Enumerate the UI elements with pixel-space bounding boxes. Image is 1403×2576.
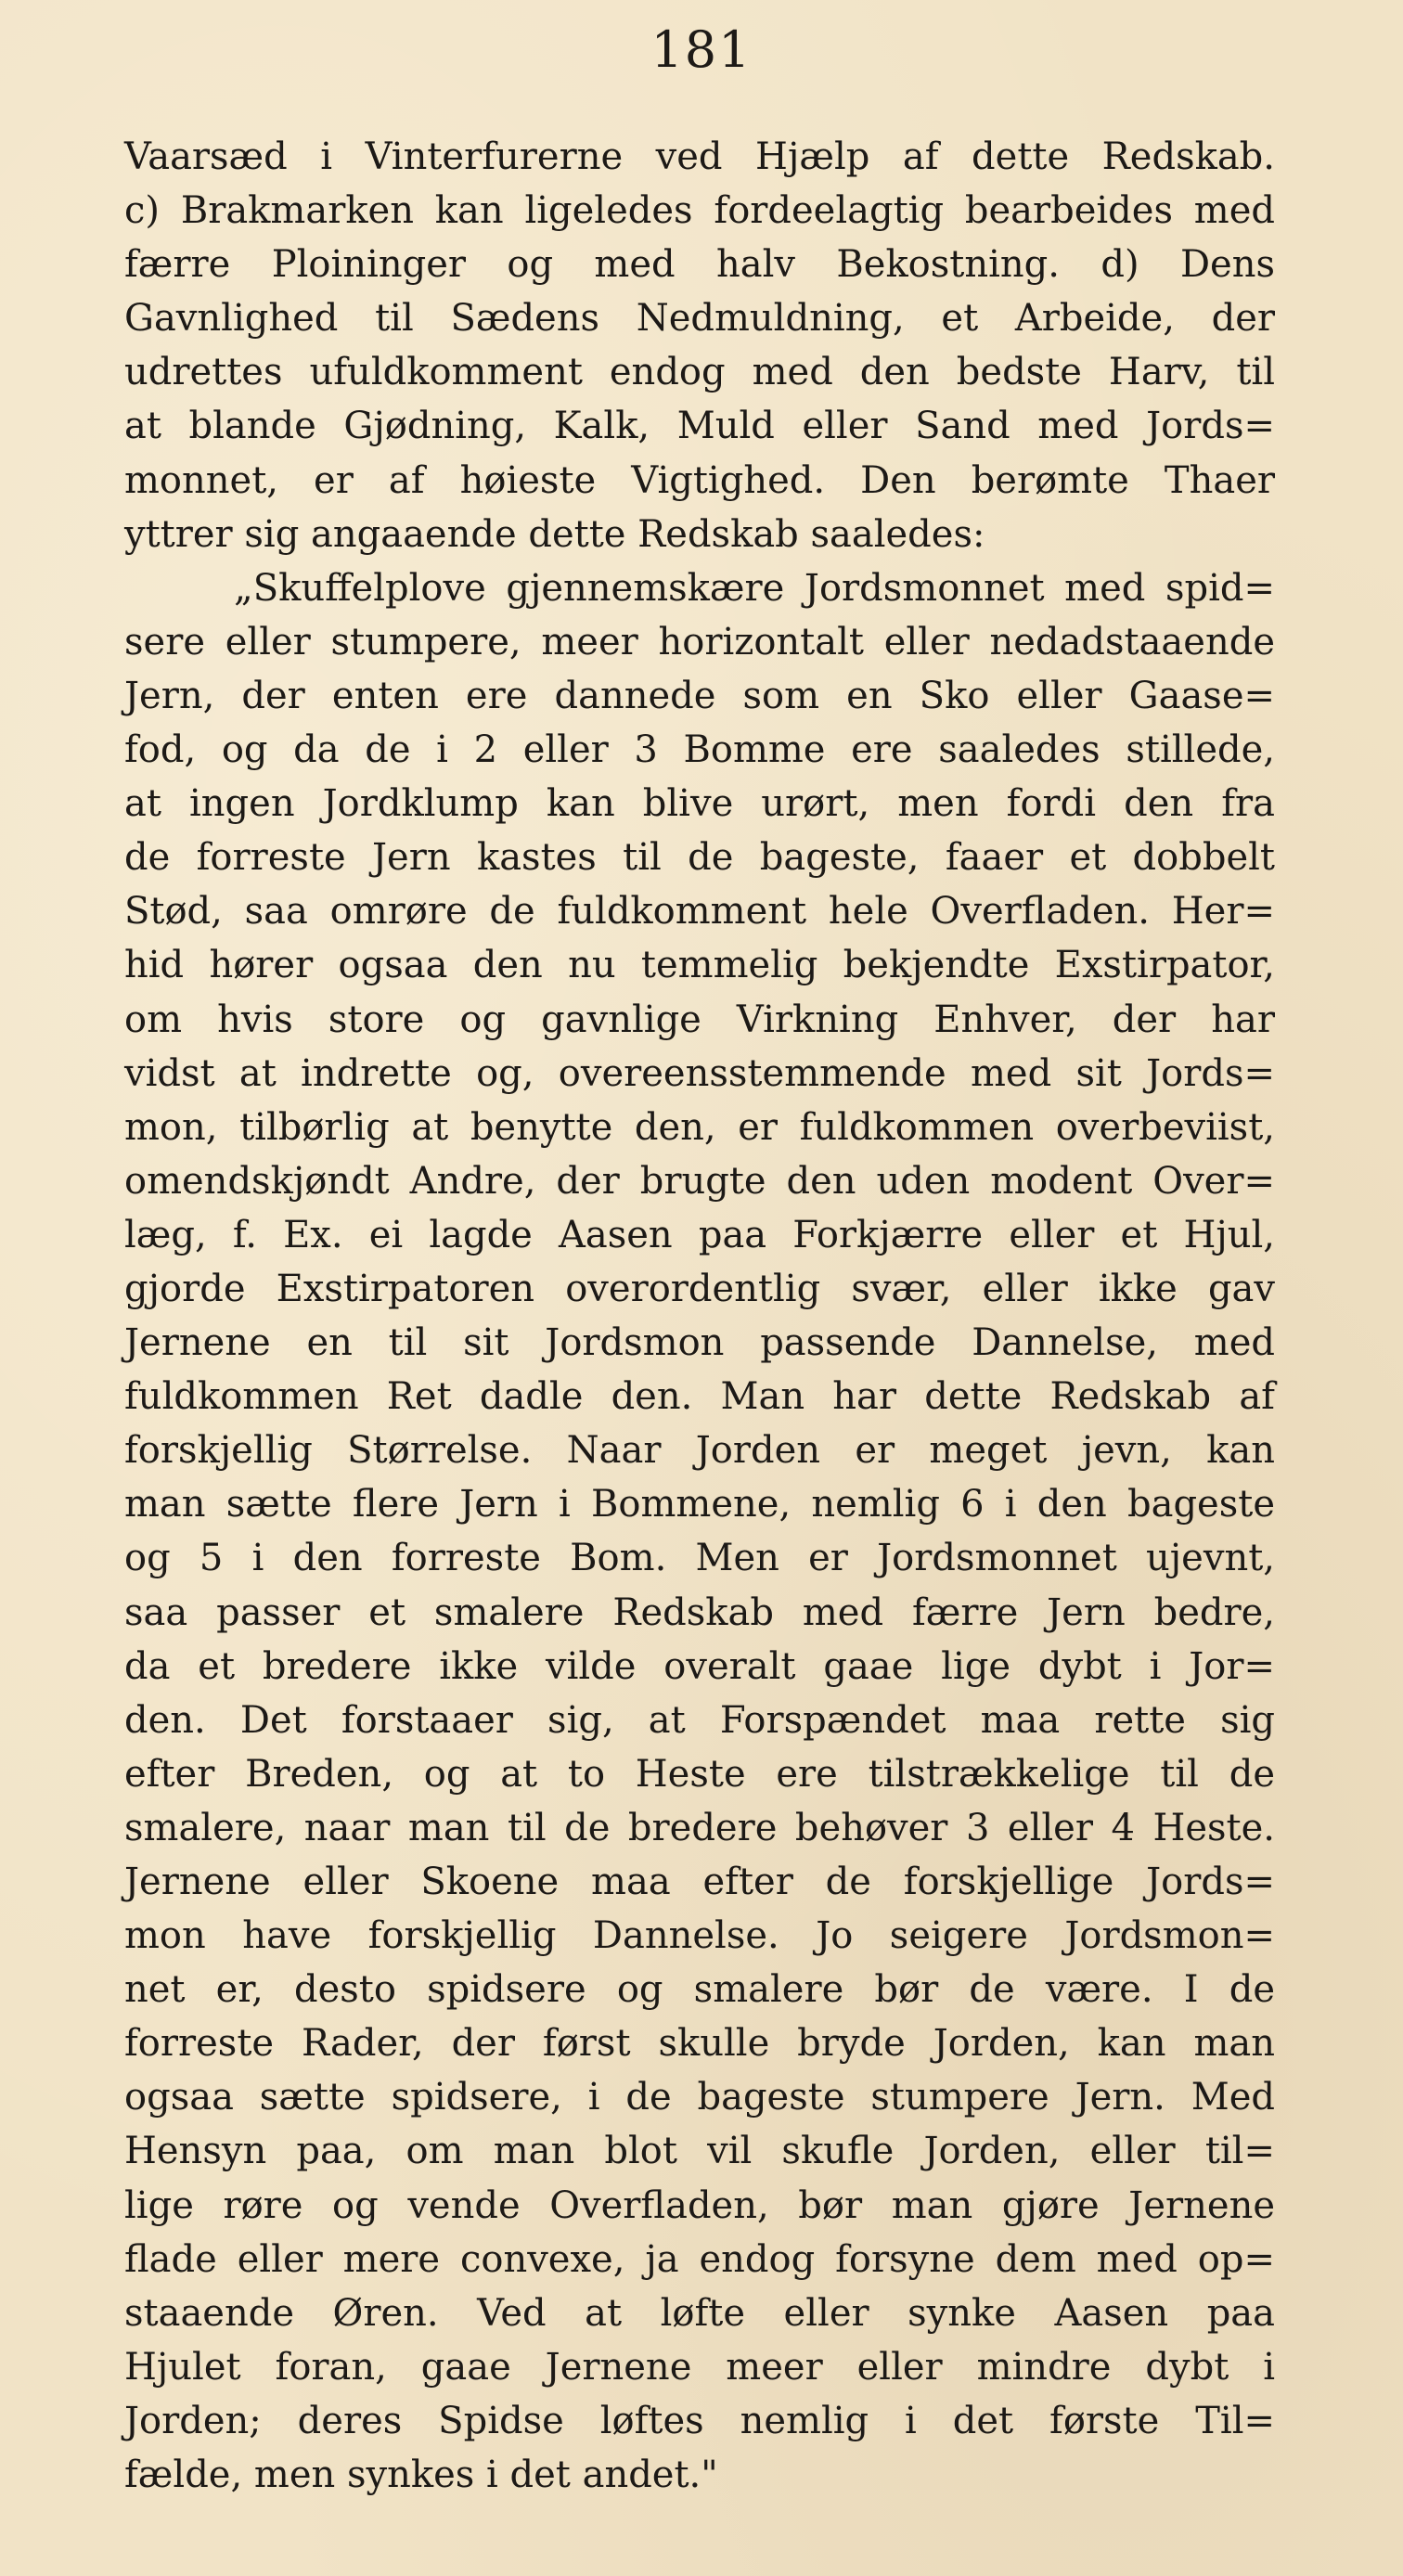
text-line: sere eller stumpere, meer horizontalt eller nedadstaaende	[124, 620, 1275, 663]
text-line: ogsaa sætte spidsere, i de bageste stumpere Jern. Med	[124, 2076, 1275, 2119]
text-line: lige røre og vende Overfladen, bør man gjøre Jernene	[124, 2183, 1275, 2227]
text-line: Jorden; deres Spidse løftes nemlig i det første Til=	[124, 2399, 1275, 2442]
text-line: fuldkommen Ret dadle den. Man har dette Redskab af	[124, 1375, 1275, 1419]
text-line: mon have forskjellig Dannelse. Jo seigere Jordsmon=	[124, 1914, 1275, 1958]
text-line: og 5 i den forreste Bom. Men er Jordsmonnet ujevnt,	[124, 1537, 1275, 1580]
text-line: læg, f. Ex. ei lagde Aasen paa Forkjærre eller et Hjul,	[124, 1213, 1275, 1256]
text-line: Stød, saa omrøre de fuldkomment hele Overfladen. Her=	[124, 890, 1275, 934]
text-line: fælde, men synkes i det andet."	[124, 2454, 718, 2497]
text-line: Hjulet foran, gaae Jernene meer eller mindre dybt i	[124, 2345, 1275, 2389]
text-line: vidst at indrette og, overeensstemmende med sit Jords=	[124, 1051, 1275, 1095]
text-line: da et bredere ikke vilde overalt gaae lige dybt i Jor=	[124, 1644, 1275, 1688]
text-line: gjorde Exstirpatoren overordentlig svær, eller ikke gav	[124, 1267, 1275, 1310]
text-line: de forreste Jern kastes til de bageste, faaer et dobbelt	[124, 836, 1275, 880]
text-line: saa passer et smalere Redskab med færre Jern bedre,	[124, 1591, 1275, 1634]
text-line: færre Ploininger og med halv Bekostning. d) Dens	[124, 243, 1275, 287]
text-line: mon, tilbørlig at benytte den, er fuldkommen overbeviist,	[124, 1105, 1275, 1149]
text-line: Jernene en til sit Jordsmon passende Dannelse, med	[124, 1321, 1275, 1365]
text-line: forreste Rader, der først skulle bryde Jorden, kan man	[124, 2022, 1275, 2066]
text-line: smalere, naar man til de bredere behøver 3 eller 4 Heste.	[124, 1806, 1275, 1849]
text-line: „Skuffelplove gjennemskære Jordsmonnet med spid=	[234, 566, 1275, 610]
text-line: at ingen Jordklump kan blive urørt, men fordi den fra	[124, 782, 1275, 826]
text-line: fod, og da de i 2 eller 3 Bomme ere saaledes stillede,	[124, 728, 1275, 772]
text-line: staaende Øren. Ved at løfte eller synke Aasen paa	[124, 2291, 1275, 2335]
text-line: at blande Gjødning, Kalk, Muld eller Sand med Jords=	[124, 405, 1275, 448]
text-line: yttrer sig angaaende dette Redskab saaledes:	[124, 512, 985, 556]
text-line: Jernene eller Skoene maa efter de forskjellige Jords=	[124, 1861, 1275, 1903]
page-number: 181	[650, 20, 753, 79]
text-line: monnet, er af høieste Vigtighed. Den berømte Thaer	[124, 458, 1275, 502]
text-line: Jern, der enten ere dannede som en Sko eller Gaase=	[124, 674, 1275, 717]
text-line: man sætte flere Jern i Bommene, nemlig 6 i den bageste	[124, 1483, 1275, 1526]
body-text	[124, 130, 1275, 2502]
text-line: flade eller mere convexe, ja endog forsyne dem med op=	[124, 2237, 1275, 2281]
text-line: Vaarsæd i Vinterfurerne ved Hjælp af dette Redskab.	[124, 135, 1275, 178]
text-line: omendskjøndt Andre, der brugte den uden modent Over=	[124, 1159, 1275, 1203]
text-line: den. Det forstaaer sig, at Forspændet maa rette sig	[124, 1698, 1275, 1742]
text-line: udrettes ufuldkomment endog med den bedste Harv, til	[124, 351, 1275, 394]
text-line: c) Brakmarken kan ligeledes fordeelagtig bearbeides med	[124, 189, 1275, 233]
text-line: Gavnlighed til Sædens Nedmuldning, et Arbeide, der	[124, 297, 1275, 341]
text-line: net er, desto spidsere og smalere bør de være. I de	[124, 1968, 1275, 2012]
text-line: efter Breden, og at to Heste ere tilstrækkelige til de	[124, 1752, 1275, 1796]
text-line: hid hører ogsaa den nu temmelig bekjendte Exstirpator,	[124, 944, 1275, 987]
text-line: om hvis store og gavnlige Virkning Enhver, der har	[124, 998, 1275, 1041]
text-line: forskjellig Størrelse. Naar Jorden er meget jevn, kan	[124, 1429, 1275, 1473]
text-line: Hensyn paa, om man blot vil skufle Jorden, eller til=	[124, 2130, 1275, 2173]
